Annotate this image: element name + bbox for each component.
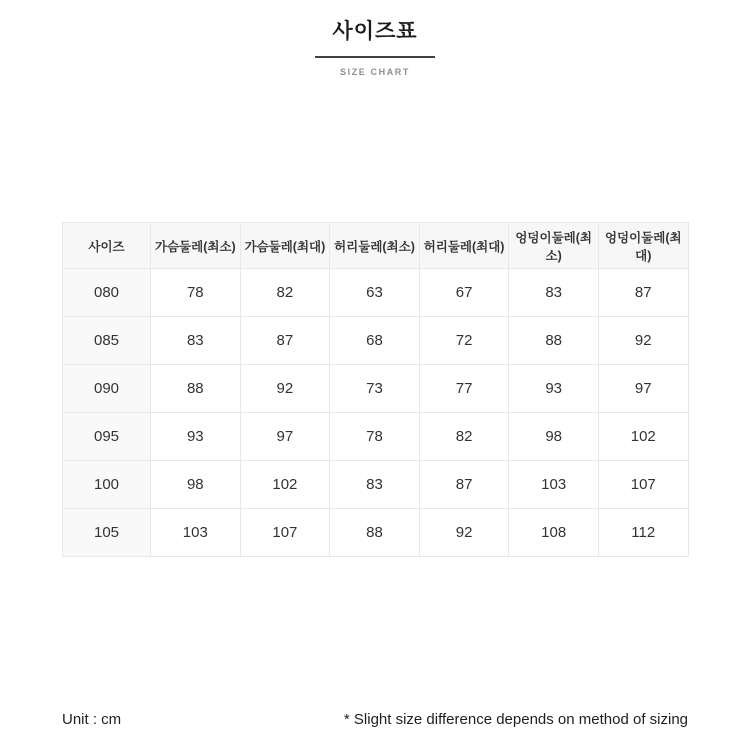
measurement-cell: 97 (598, 365, 688, 413)
col-header-chest-max: 가슴둘레(최대) (240, 223, 330, 269)
measurement-cell: 98 (151, 461, 241, 509)
measurement-cell: 82 (240, 269, 330, 317)
measurement-cell: 82 (419, 413, 509, 461)
size-label: 080 (63, 269, 151, 317)
measurement-cell: 83 (509, 269, 599, 317)
measurement-cell: 88 (509, 317, 599, 365)
measurement-cell: 107 (598, 461, 688, 509)
measurement-cell: 87 (240, 317, 330, 365)
measurement-cell: 63 (330, 269, 420, 317)
measurement-cell: 112 (598, 509, 688, 557)
measurement-cell: 77 (419, 365, 509, 413)
size-label: 095 (63, 413, 151, 461)
size-label: 105 (63, 509, 151, 557)
measurement-cell: 108 (509, 509, 599, 557)
table-row-100 (63, 461, 689, 509)
measurement-cell: 98 (509, 413, 599, 461)
table-row-095 (63, 413, 689, 461)
measurement-cell: 92 (598, 317, 688, 365)
measurement-cell: 78 (330, 413, 420, 461)
measurement-cell: 67 (419, 269, 509, 317)
measurement-cell: 78 (151, 269, 241, 317)
col-header-chest-min: 가슴둘레(최소) (151, 223, 241, 269)
table-row-080 (63, 269, 689, 317)
col-header-hip-max: 엉덩이둘레(최대) (598, 223, 688, 269)
sizing-note: * Slight size difference depends on method of sizing (343, 711, 688, 728)
col-header-hip-min: 엉덩이둘레(최소) (509, 223, 599, 269)
page-subtitle: SIZE CHART (340, 67, 410, 78)
page-header (0, 20, 750, 77)
measurement-cell: 102 (240, 461, 330, 509)
table-row-090 (63, 365, 689, 413)
col-header-waist-min: 허리둘레(최소) (330, 223, 420, 269)
measurement-cell: 103 (509, 461, 599, 509)
measurement-cell: 68 (330, 317, 420, 365)
header-row (63, 223, 689, 269)
measurement-cell: 102 (598, 413, 688, 461)
size-label: 090 (63, 365, 151, 413)
measurement-cell: 87 (419, 461, 509, 509)
size-label: 085 (63, 317, 151, 365)
size-table (62, 222, 689, 557)
size-table-header (63, 223, 689, 269)
measurement-cell: 88 (151, 365, 241, 413)
title-divider (315, 56, 435, 58)
col-header-size: 사이즈 (63, 223, 151, 269)
measurement-cell: 92 (240, 365, 330, 413)
page-footer (62, 711, 688, 728)
measurement-cell: 88 (330, 509, 420, 557)
table-row-085 (63, 317, 689, 365)
measurement-cell: 72 (419, 317, 509, 365)
measurement-cell: 83 (151, 317, 241, 365)
size-label: 100 (63, 461, 151, 509)
measurement-cell: 87 (598, 269, 688, 317)
measurement-cell: 93 (151, 413, 241, 461)
size-table-body (63, 269, 689, 557)
measurement-cell: 92 (419, 509, 509, 557)
measurement-cell: 97 (240, 413, 330, 461)
measurement-cell: 93 (509, 365, 599, 413)
page-title: 사이즈표 (332, 20, 418, 43)
measurement-cell: 73 (330, 365, 420, 413)
col-header-waist-max: 허리둘레(최대) (419, 223, 509, 269)
measurement-cell: 107 (240, 509, 330, 557)
measurement-cell: 103 (151, 509, 241, 557)
table-row-105 (63, 509, 689, 557)
measurement-cell: 83 (330, 461, 420, 509)
unit-label: Unit : cm (62, 711, 122, 728)
